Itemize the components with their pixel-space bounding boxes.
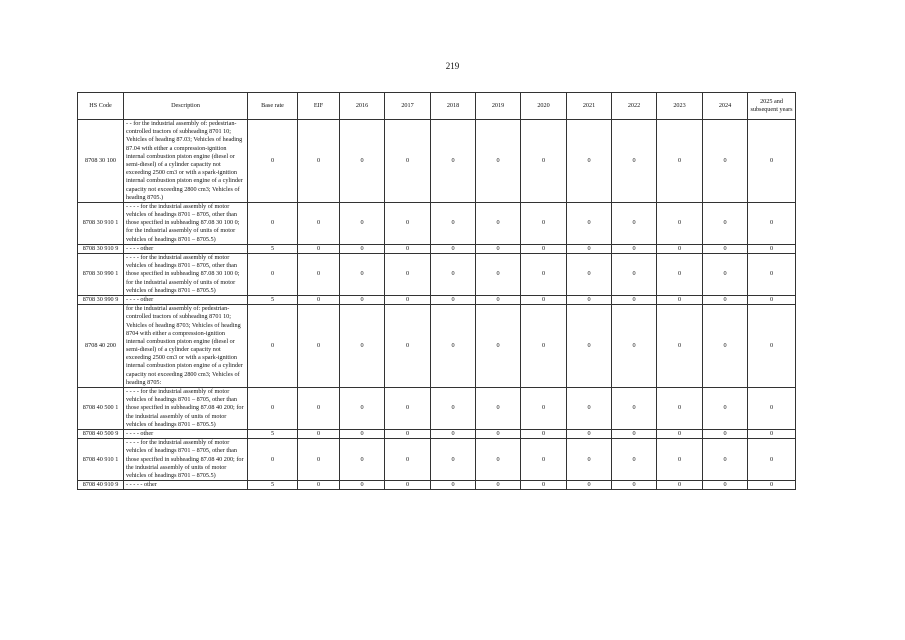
table-row <box>78 429 796 438</box>
rate-cell-2021: 0 <box>567 388 612 430</box>
col-header-2024: 2024 <box>703 93 748 120</box>
description-cell: - - - - for the industrial assembly of motor vehicles of headings 8701 – 8705, other than those specified in subheading 87.08 40 200; for the industrial assembly of units of motor vehicles of headings 8701 – 8705.5) <box>124 388 248 430</box>
rate-cell-2024: 0 <box>703 202 748 244</box>
rate-cell-2023: 0 <box>657 244 703 253</box>
rate-cell-2024: 0 <box>703 481 748 490</box>
description-cell: - - - - other <box>124 244 248 253</box>
rate-cell-base-rate: 5 <box>248 481 298 490</box>
rate-cell-2022: 0 <box>612 202 657 244</box>
table-row <box>78 244 796 253</box>
rate-cell-eif: 0 <box>298 305 340 388</box>
col-header-2023: 2023 <box>657 93 703 120</box>
description-cell: - - for the industrial assembly of: pedestrian-controlled tractors of subheading 8701 10; Vehicles of heading 87.03; Vehicles of heading 87.04 with either a compression-ignition internal combustion piston engine (diesel or semi-diesel) of a cylinder capacity not exceeding 2500 cm3 or with a spark-ignition internal combustion piston engine of a cylinder capacity not exceeding 2800 cm3; Vehicles of heading 8705.) <box>124 120 248 203</box>
table-row <box>78 439 796 481</box>
rate-cell-2021: 0 <box>567 295 612 304</box>
description-cell: - - - - other <box>124 429 248 438</box>
table-body <box>78 120 796 490</box>
rate-cell-2022: 0 <box>612 120 657 203</box>
description-cell: - - - - for the industrial assembly of motor vehicles of headings 8701 – 8705, other than those specified in subheading 87.08 30 100 0; for the industrial assembly of units of motor vehicles of headings 8701 – 8705.5) <box>124 202 248 244</box>
rate-cell-2020: 0 <box>521 305 567 388</box>
description-cell: - - - - for the industrial assembly of motor vehicles of headings 8701 – 8705, other than those specified in subheading 87.08 40 200; for the industrial assembly of units of motor vehicles of headings 8701 – 8705.5) <box>124 439 248 481</box>
col-header-2019: 2019 <box>476 93 521 120</box>
col-header-2018: 2018 <box>431 93 476 120</box>
rate-cell-2023: 0 <box>657 388 703 430</box>
page-number: 219 <box>445 61 460 71</box>
rate-cell-2016: 0 <box>340 254 385 296</box>
hs-code-cell: 8708 30 100 <box>78 120 124 203</box>
rate-cell-2017: 0 <box>385 202 431 244</box>
rate-cell-2025-and-subsequent: 0 <box>748 244 796 253</box>
rate-cell-2023: 0 <box>657 429 703 438</box>
description-cell: for the industrial assembly of: pedestrian-controlled tractors of subheading 8701 10; Vehicles of heading 8703; Vehicles of heading 8704 with either a compression-ignition internal combustion piston engine (diesel or semi-diesel) of a cylinder capacity not exceeding 2500 cm3 or with a spark-ignition internal combustion piston engine of a cylinder capacity not exceeding 2800 cm3; Vehicles of heading 8705: <box>124 305 248 388</box>
rate-cell-2025-and-subsequent: 0 <box>748 120 796 203</box>
rate-cell-2020: 0 <box>521 295 567 304</box>
hs-code-cell: 8708 30 910 1 <box>78 202 124 244</box>
rate-cell-2024: 0 <box>703 388 748 430</box>
rate-cell-2024: 0 <box>703 429 748 438</box>
rate-cell-2019: 0 <box>476 120 521 203</box>
rate-cell-eif: 0 <box>298 202 340 244</box>
rate-cell-2021: 0 <box>567 120 612 203</box>
rate-cell-2019: 0 <box>476 202 521 244</box>
rate-cell-2025-and-subsequent: 0 <box>748 254 796 296</box>
rate-cell-eif: 0 <box>298 481 340 490</box>
rate-cell-2017: 0 <box>385 439 431 481</box>
hs-code-cell: 8708 40 910 1 <box>78 439 124 481</box>
col-header-2020: 2020 <box>521 93 567 120</box>
rate-cell-eif: 0 <box>298 254 340 296</box>
hs-code-cell: 8708 40 910 9 <box>78 481 124 490</box>
rate-cell-2023: 0 <box>657 439 703 481</box>
rate-cell-eif: 0 <box>298 244 340 253</box>
rate-cell-eif: 0 <box>298 120 340 203</box>
table-row <box>78 481 796 490</box>
rate-cell-2019: 0 <box>476 429 521 438</box>
col-header-hs-code: HS Code <box>78 93 124 120</box>
rate-cell-2022: 0 <box>612 244 657 253</box>
rate-cell-2019: 0 <box>476 295 521 304</box>
hs-code-cell: 8708 30 990 1 <box>78 254 124 296</box>
rate-cell-2021: 0 <box>567 429 612 438</box>
rate-cell-2021: 0 <box>567 439 612 481</box>
rate-cell-eif: 0 <box>298 388 340 430</box>
rate-cell-2019: 0 <box>476 305 521 388</box>
rate-cell-2016: 0 <box>340 439 385 481</box>
rate-cell-2021: 0 <box>567 254 612 296</box>
rate-cell-base-rate: 5 <box>248 244 298 253</box>
rate-cell-2018: 0 <box>431 254 476 296</box>
rate-cell-2023: 0 <box>657 254 703 296</box>
table-header-row <box>78 93 796 120</box>
rate-cell-2017: 0 <box>385 244 431 253</box>
description-cell: - - - - other <box>124 295 248 304</box>
rate-cell-2018: 0 <box>431 388 476 430</box>
rate-cell-2018: 0 <box>431 481 476 490</box>
rate-cell-2023: 0 <box>657 481 703 490</box>
rate-cell-2024: 0 <box>703 120 748 203</box>
col-header-2025-and-subsequent: 2025 and subsequent years <box>748 93 796 120</box>
rate-cell-base-rate: 0 <box>248 439 298 481</box>
rate-cell-2016: 0 <box>340 295 385 304</box>
rate-cell-2017: 0 <box>385 295 431 304</box>
rate-cell-2016: 0 <box>340 388 385 430</box>
rate-cell-2024: 0 <box>703 244 748 253</box>
rate-cell-2021: 0 <box>567 481 612 490</box>
col-header-eif: EIF <box>298 93 340 120</box>
rate-cell-2023: 0 <box>657 120 703 203</box>
rate-cell-2016: 0 <box>340 120 385 203</box>
col-header-2021: 2021 <box>567 93 612 120</box>
rate-cell-2022: 0 <box>612 388 657 430</box>
rate-cell-2020: 0 <box>521 481 567 490</box>
rate-cell-base-rate: 0 <box>248 305 298 388</box>
rate-cell-2020: 0 <box>521 254 567 296</box>
table-row <box>78 120 796 203</box>
description-cell: - - - - for the industrial assembly of motor vehicles of headings 8701 – 8705, other than those specified in subheading 87.08 30 100 0; for the industrial assembly of units of motor vehicles of headings 8701 – 8705.5) <box>124 254 248 296</box>
table-row <box>78 295 796 304</box>
description-cell: - - - - - other <box>124 481 248 490</box>
rate-cell-2018: 0 <box>431 202 476 244</box>
rate-cell-2022: 0 <box>612 439 657 481</box>
rate-cell-2021: 0 <box>567 202 612 244</box>
rate-cell-base-rate: 0 <box>248 120 298 203</box>
col-header-2017: 2017 <box>385 93 431 120</box>
rate-cell-2020: 0 <box>521 429 567 438</box>
rate-cell-2018: 0 <box>431 244 476 253</box>
rate-cell-2019: 0 <box>476 481 521 490</box>
rate-cell-2016: 0 <box>340 429 385 438</box>
rate-cell-2025-and-subsequent: 0 <box>748 295 796 304</box>
rate-cell-2020: 0 <box>521 388 567 430</box>
rate-cell-2023: 0 <box>657 295 703 304</box>
rate-cell-2021: 0 <box>567 244 612 253</box>
rate-cell-2018: 0 <box>431 439 476 481</box>
rate-cell-eif: 0 <box>298 439 340 481</box>
rate-cell-2024: 0 <box>703 254 748 296</box>
rate-cell-2020: 0 <box>521 244 567 253</box>
col-header-2022: 2022 <box>612 93 657 120</box>
rate-cell-2018: 0 <box>431 429 476 438</box>
hs-code-cell: 8708 30 990 9 <box>78 295 124 304</box>
rate-cell-2018: 0 <box>431 305 476 388</box>
table-row <box>78 254 796 296</box>
rate-cell-2019: 0 <box>476 439 521 481</box>
rate-cell-2016: 0 <box>340 244 385 253</box>
rate-cell-2022: 0 <box>612 295 657 304</box>
rate-cell-2022: 0 <box>612 254 657 296</box>
rate-cell-2016: 0 <box>340 305 385 388</box>
rate-cell-2024: 0 <box>703 295 748 304</box>
rate-cell-2025-and-subsequent: 0 <box>748 305 796 388</box>
rate-cell-2016: 0 <box>340 481 385 490</box>
rate-cell-2020: 0 <box>521 439 567 481</box>
col-header-description: Description <box>124 93 248 120</box>
hs-code-cell: 8708 40 500 1 <box>78 388 124 430</box>
rate-cell-base-rate: 5 <box>248 429 298 438</box>
hs-code-cell: 8708 30 910 9 <box>78 244 124 253</box>
rate-cell-2017: 0 <box>385 429 431 438</box>
col-header-2016: 2016 <box>340 93 385 120</box>
tariff-schedule-table <box>77 92 796 490</box>
rate-cell-2019: 0 <box>476 244 521 253</box>
hs-code-cell: 8708 40 200 <box>78 305 124 388</box>
rate-cell-2025-and-subsequent: 0 <box>748 481 796 490</box>
rate-cell-2018: 0 <box>431 120 476 203</box>
rate-cell-2020: 0 <box>521 202 567 244</box>
rate-cell-2017: 0 <box>385 305 431 388</box>
rate-cell-base-rate: 5 <box>248 295 298 304</box>
table-row <box>78 305 796 388</box>
hs-code-cell: 8708 40 500 9 <box>78 429 124 438</box>
rate-cell-eif: 0 <box>298 295 340 304</box>
rate-cell-2024: 0 <box>703 439 748 481</box>
rate-cell-2017: 0 <box>385 254 431 296</box>
rate-cell-2025-and-subsequent: 0 <box>748 429 796 438</box>
rate-cell-2022: 0 <box>612 305 657 388</box>
rate-cell-2018: 0 <box>431 295 476 304</box>
rate-cell-2019: 0 <box>476 254 521 296</box>
rate-cell-eif: 0 <box>298 429 340 438</box>
table-row <box>78 388 796 430</box>
col-header-base-rate: Base rate <box>248 93 298 120</box>
rate-cell-base-rate: 0 <box>248 202 298 244</box>
rate-cell-2017: 0 <box>385 481 431 490</box>
rate-cell-2023: 0 <box>657 305 703 388</box>
rate-cell-2025-and-subsequent: 0 <box>748 388 796 430</box>
rate-cell-2019: 0 <box>476 388 521 430</box>
rate-cell-2016: 0 <box>340 202 385 244</box>
table-row <box>78 202 796 244</box>
rate-cell-base-rate: 0 <box>248 254 298 296</box>
rate-cell-2017: 0 <box>385 388 431 430</box>
rate-cell-2025-and-subsequent: 0 <box>748 439 796 481</box>
rate-cell-2023: 0 <box>657 202 703 244</box>
rate-cell-2022: 0 <box>612 429 657 438</box>
rate-cell-2022: 0 <box>612 481 657 490</box>
rate-cell-2024: 0 <box>703 305 748 388</box>
rate-cell-base-rate: 0 <box>248 388 298 430</box>
rate-cell-2025-and-subsequent: 0 <box>748 202 796 244</box>
rate-cell-2017: 0 <box>385 120 431 203</box>
rate-cell-2020: 0 <box>521 120 567 203</box>
rate-cell-2021: 0 <box>567 305 612 388</box>
